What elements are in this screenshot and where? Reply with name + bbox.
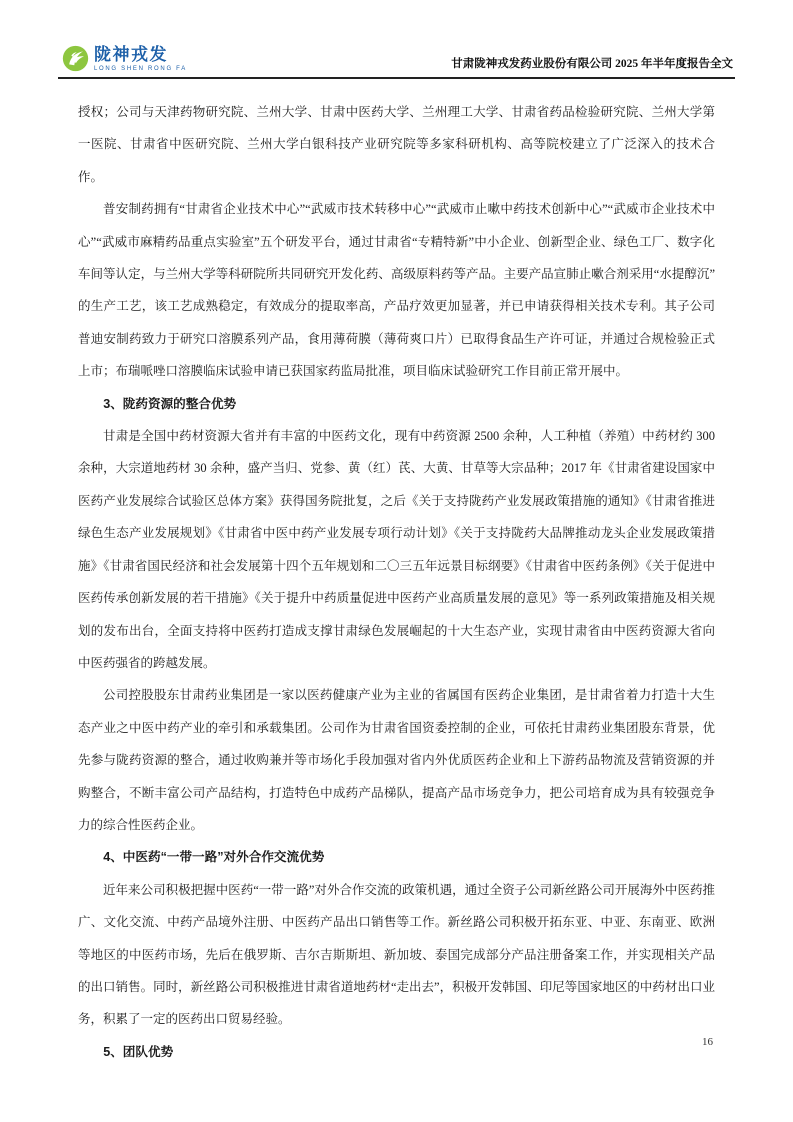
heading-team-advantage: 5、团队优势	[103, 1044, 174, 1059]
report-title: 甘肃陇神戎发药业股份有限公司 2025 年半年度报告全文	[451, 58, 733, 70]
paragraph-new-silk-road-exports: 近年来公司积极把握中医药“一带一路”对外合作交流的政策机遇，通过全资子公司新丝路公司开展海外中医药推广、文化交流、中药产品境外注册、中医药产品出口销售等工作。新丝路公司积极开拓东亚、中亚、东南亚、欧洲等地区的中医药市场，先后在俄罗斯、吉尔吉斯斯坦、新加坡、泰国完成部分产品注册备案工作，并实现相关产品的出口销售。同时，新丝路公司积极推进甘肃省道地药材“走出去”，积极开发韩国、印尼等国家地区的中药材出口业务，积累了一定的医药出口贸易经验。	[78, 882, 715, 1027]
logo-brand-chinese: 陇神戎发	[94, 44, 168, 64]
paragraph-authorization-cooperation: 授权；公司与天津药物研究院、兰州大学、甘肃中医药大学、兰州理工大学、甘肃省药品检验研究院、兰州大学第一医院、甘肃省中医研究院、兰州大学白银科技产业研究院等多家科研机构、高等院校建立了广泛深入的技术合作。	[78, 105, 715, 184]
heading-longyao-resource-integration: 3、陇药资源的整合优势	[103, 396, 237, 411]
paragraph-controlling-shareholder-group: 公司控股股东甘肃药业集团是一家以医药健康产业为主业的省属国有医药企业集团，是甘肃省着力打造十大生态产业之中医中药产业的牵引和承载集团。公司作为甘肃省国资委控制的企业，可依托甘肃药业集团股东背景，优先参与陇药资源的整合，通过收购兼并等市场化手段加强对省内外优质医药企业和上下游药品物流及营销资源的并购整合，不断丰富公司产品结构，打造特色中成药产品梯队，提高产品市场竞争力，把公司培育成为具有较强竞争力的综合性医药企业。	[78, 688, 715, 832]
document-body	[78, 96, 715, 1068]
company-logo	[62, 45, 187, 72]
paragraph-puan-pharma-platforms: 普安制药拥有“甘肃省企业技术中心”“武威市技术转移中心”“武威市止嗽中药技术创新中心”“武威市企业技术中心”“武威市麻精药品重点实验室”五个研发平台，通过甘肃省“专精特新”中小企业、创新型企业、绿色工厂、数字化车间等认定，与兰州大学等科研院所共同研究开发化药、高级原料药等产品。主要产品宣肺止嗽合剂采用“水提醇沉”的生产工艺，该工艺成熟稳定，有效成分的提取率高，产品疗效更加显著，并已申请获得相关技术专利。其子公司普迪安制药致力于研究口溶膜系列产品，食用薄荷膜（薄荷爽口片）已取得食品生产许可证，并通过合规检验正式上市；布瑞哌唑口溶膜临床试验申请已获国家药监局批准，项目临床试验研究工作目前正常开展中。	[78, 202, 715, 379]
logo-wordmark	[94, 46, 187, 72]
paragraph-gansu-tcm-resources-policies: 甘肃是全国中药材资源大省并有丰富的中医药文化，现有中药资源 2500 余种，人工种植（养殖）中药材约 300 余种，大宗道地药材 30 余种，盛产当归、党参、黄（红）芪、大黄、甘草等大宗品种；2017 年《甘肃省建设国家中医药产业发展综合试验区总体方案》获得国务院批复，之后《关于支持陇药产业发展政策措施的通知》《甘肃省推进绿色生态产业发展规划》《甘肃省中医中药产业发展专项行动计划》《关于支持陇药大品牌推动龙头企业发展政策措施》《甘肃省国民经济和社会发展第十四个五年规划和二〇三五年远景目标纲要》《甘肃省中医药条例》《关于促进中医药传承创新发展的若干措施》《关于提升中药质量促进中医药产业高质量发展的意见》等一系列政策措施及相关规划的发布出台，全面支持将中医药打造成支撑甘肃绿色发展崛起的十大生态产业，实现甘肃省由中医药资源大省向中医药强省的跨越发展。	[78, 429, 715, 670]
page-header	[58, 0, 735, 79]
longshen-rongfa-logo-icon	[62, 45, 89, 72]
page-number: 16	[702, 1036, 713, 1048]
heading-belt-and-road-cooperation: 4、中医药“一带一路”对外合作交流优势	[103, 850, 325, 865]
logo-brand-english: LONG SHEN RONG FA	[94, 65, 187, 72]
